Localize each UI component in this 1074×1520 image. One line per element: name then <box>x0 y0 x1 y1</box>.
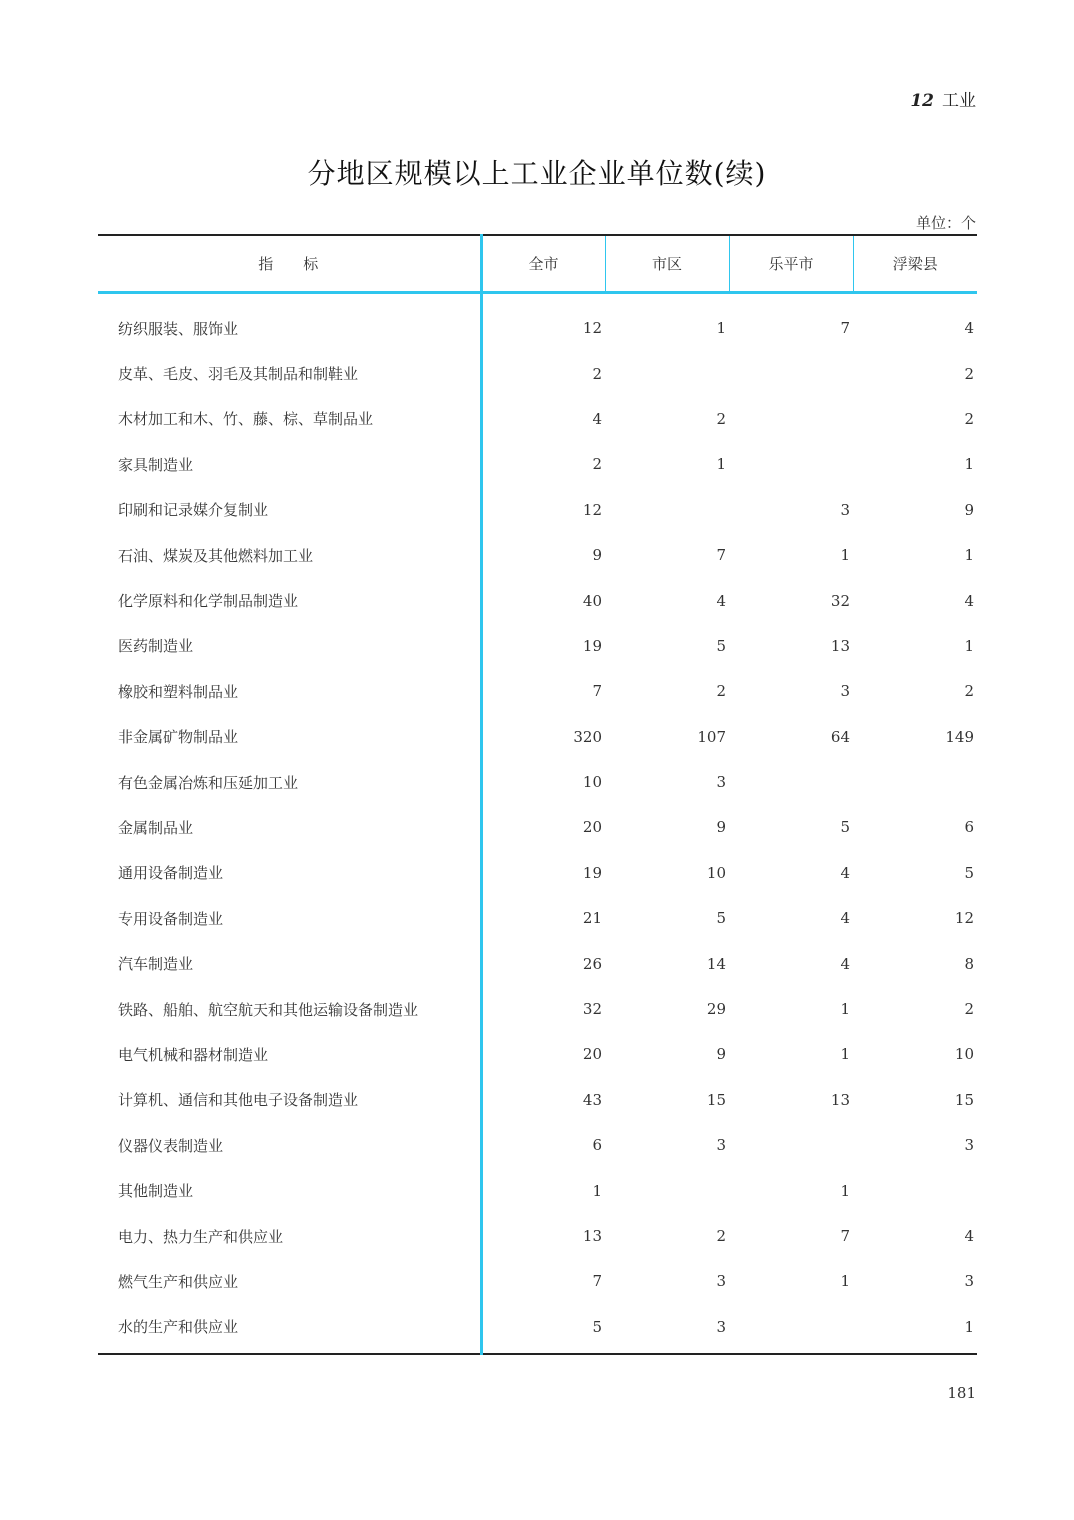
chapter-header <box>910 86 976 111</box>
table-row <box>98 669 977 714</box>
indicator-cell: 橡胶和塑料制品业 <box>98 669 481 714</box>
value-cell-city-total: 12 <box>582 500 602 519</box>
value-cell-fuliang: 1 <box>964 455 974 474</box>
value-cell-fuliang: 6 <box>964 818 974 837</box>
value-cell-fuliang: 3 <box>964 1272 974 1291</box>
value-cell-fuliang: 1 <box>964 636 974 655</box>
value-cell-leping: 4 <box>840 863 850 882</box>
value-cell-city-total: 13 <box>582 1227 602 1245</box>
value-cell-urban-district: 29 <box>706 1000 726 1019</box>
page-title: 分地区规模以上工业企业单位数(续) <box>307 157 767 190</box>
value-cell-fuliang: 4 <box>964 319 974 338</box>
value-cell-urban-district: 1 <box>716 455 726 474</box>
value-cell-leping: 64 <box>830 727 850 746</box>
indicator-cell: 家具制造业 <box>98 442 481 487</box>
column-header-leping: 乐平市 <box>729 235 853 292</box>
value-cell-fuliang: 149 <box>945 727 974 746</box>
indicator-cell: 通用设备制造业 <box>98 850 481 895</box>
value-cell-fuliang: 2 <box>964 682 974 701</box>
value-cell-city-total: 4 <box>592 409 602 428</box>
value-cell-leping: 7 <box>840 319 850 338</box>
value-cell-leping <box>729 351 853 396</box>
indicator-cell: 燃气生产和供应业 <box>98 1259 481 1304</box>
value-cell-fuliang: 4 <box>964 1227 974 1245</box>
value-cell-urban-district: 9 <box>716 1045 726 1064</box>
value-cell-city-total: 320 <box>573 727 602 746</box>
table-row <box>98 1259 977 1304</box>
indicator-cell: 仪器仪表制造业 <box>98 1123 481 1168</box>
column-header-urban-district: 市区 <box>605 235 729 292</box>
table-row <box>98 714 977 759</box>
table-row <box>98 292 977 351</box>
data-table-container <box>98 234 977 1355</box>
table-row <box>98 532 977 577</box>
value-cell-fuliang: 10 <box>954 1045 974 1064</box>
table-row <box>98 578 977 623</box>
indicator-cell: 专用设备制造业 <box>98 896 481 941</box>
value-cell-leping <box>729 1123 853 1168</box>
unit-label: 单位：个 <box>915 214 976 232</box>
value-cell-city-total: 2 <box>592 455 602 474</box>
value-cell-fuliang: 12 <box>954 909 974 928</box>
page-number: 181 <box>947 1384 976 1402</box>
indicator-cell: 化学原料和化学制品制造业 <box>98 578 481 623</box>
value-cell-leping: 13 <box>830 636 850 655</box>
table-row <box>98 896 977 941</box>
indicator-cell: 水的生产和供应业 <box>98 1304 481 1354</box>
value-cell-fuliang: 1 <box>964 546 974 565</box>
value-cell-city-total: 40 <box>582 591 602 610</box>
value-cell-city-total: 26 <box>582 954 602 973</box>
value-cell-leping: 3 <box>840 682 850 701</box>
value-cell-leping: 32 <box>830 591 850 610</box>
value-cell-fuliang: 8 <box>964 954 974 973</box>
value-cell-city-total: 20 <box>582 818 602 837</box>
value-cell-urban-district: 7 <box>716 546 726 565</box>
value-cell-city-total: 12 <box>582 319 602 338</box>
value-cell-urban-district: 1 <box>716 319 726 338</box>
table-row <box>98 759 977 804</box>
value-cell-fuliang: 3 <box>964 1136 974 1155</box>
value-cell-fuliang: 2 <box>964 1000 974 1019</box>
value-cell-urban-district: 3 <box>716 1136 726 1155</box>
value-cell-urban-district <box>605 351 729 396</box>
value-cell-urban-district: 107 <box>697 727 726 746</box>
value-cell-city-total: 19 <box>582 863 602 882</box>
chapter-title: 工业 <box>942 91 976 111</box>
table-row <box>98 1077 977 1122</box>
indicator-cell: 计算机、通信和其他电子设备制造业 <box>98 1077 481 1122</box>
value-cell-fuliang <box>853 759 977 804</box>
value-cell-urban-district: 5 <box>716 636 726 655</box>
column-header-city-total: 全市 <box>481 235 605 292</box>
indicator-cell: 印刷和记录媒介复制业 <box>98 487 481 532</box>
table-row <box>98 1168 977 1213</box>
value-cell-leping <box>729 759 853 804</box>
table-body <box>98 292 977 1354</box>
value-cell-urban-district: 3 <box>716 1272 726 1291</box>
value-cell-fuliang: 4 <box>964 591 974 610</box>
value-cell-fuliang: 15 <box>954 1090 974 1109</box>
value-cell-city-total: 43 <box>582 1090 602 1109</box>
value-cell-fuliang: 2 <box>964 364 974 383</box>
value-cell-fuliang: 9 <box>964 500 974 519</box>
value-cell-leping: 1 <box>840 1181 850 1200</box>
value-cell-city-total: 7 <box>592 1272 602 1291</box>
indicator-cell: 金属制品业 <box>98 805 481 850</box>
value-cell-leping <box>729 396 853 441</box>
value-cell-city-total: 10 <box>582 773 602 792</box>
indicator-cell: 医药制造业 <box>98 623 481 668</box>
value-cell-urban-district: 2 <box>716 682 726 701</box>
value-cell-fuliang: 2 <box>964 409 974 428</box>
indicator-cell: 石油、煤炭及其他燃料加工业 <box>98 532 481 577</box>
value-cell-urban-district: 5 <box>716 909 726 928</box>
indicator-cell: 有色金属冶炼和压延加工业 <box>98 759 481 804</box>
column-header-indicator: 指标 <box>98 235 481 292</box>
value-cell-urban-district: 9 <box>716 818 726 837</box>
value-cell-fuliang: 1 <box>853 1304 977 1354</box>
indicator-cell: 汽车制造业 <box>98 941 481 986</box>
indicator-cell: 木材加工和木、竹、藤、棕、草制品业 <box>98 396 481 441</box>
indicator-cell: 纺织服装、服饰业 <box>98 292 481 351</box>
value-cell-urban-district: 10 <box>706 863 726 882</box>
data-table <box>98 234 977 1355</box>
value-cell-urban-district: 3 <box>716 773 726 792</box>
value-cell-leping: 1 <box>840 546 850 565</box>
table-row <box>98 396 977 441</box>
value-cell-leping <box>729 1304 853 1354</box>
value-cell-urban-district: 3 <box>605 1304 729 1354</box>
value-cell-urban-district <box>605 487 729 532</box>
value-cell-city-total: 21 <box>582 909 602 928</box>
value-cell-city-total: 7 <box>592 682 602 701</box>
table-row <box>98 941 977 986</box>
indicator-cell: 铁路、船舶、航空航天和其他运输设备制造业 <box>98 986 481 1031</box>
value-cell-leping: 13 <box>830 1090 850 1109</box>
table-row <box>98 487 977 532</box>
value-cell-city-total: 2 <box>592 364 602 383</box>
value-cell-city-total: 1 <box>592 1181 602 1200</box>
value-cell-city-total: 9 <box>592 546 602 565</box>
value-cell-urban-district: 4 <box>716 591 726 610</box>
table-row <box>98 805 977 850</box>
table-row <box>98 986 977 1031</box>
value-cell-leping: 1 <box>840 1000 850 1019</box>
value-cell-urban-district: 2 <box>716 409 726 428</box>
value-cell-urban-district: 14 <box>706 954 726 973</box>
indicator-cell: 皮革、毛皮、羽毛及其制品和制鞋业 <box>98 351 481 396</box>
value-cell-leping: 1 <box>840 1272 850 1291</box>
table-row <box>98 1213 977 1258</box>
value-cell-leping: 3 <box>840 500 850 519</box>
indicator-cell: 非金属矿物制品业 <box>98 714 481 759</box>
value-cell-leping: 4 <box>840 909 850 928</box>
indicator-cell: 其他制造业 <box>98 1168 481 1213</box>
value-cell-city-total: 6 <box>592 1136 602 1155</box>
value-cell-leping <box>729 442 853 487</box>
value-cell-leping: 4 <box>840 954 850 973</box>
table-row <box>98 850 977 895</box>
chapter-number: 12 <box>910 91 934 111</box>
table-row <box>98 623 977 668</box>
table-row <box>98 1123 977 1168</box>
value-cell-leping: 5 <box>840 818 850 837</box>
table-header-row <box>98 235 977 292</box>
value-cell-urban-district: 2 <box>716 1227 726 1245</box>
value-cell-city-total: 19 <box>582 636 602 655</box>
value-cell-fuliang: 5 <box>964 863 974 882</box>
value-cell-city-total: 5 <box>481 1304 605 1354</box>
table-row <box>98 1304 977 1354</box>
table-row <box>98 442 977 487</box>
value-cell-leping: 1 <box>840 1045 850 1064</box>
indicator-cell: 电气机械和器材制造业 <box>98 1032 481 1077</box>
value-cell-urban-district <box>605 1168 729 1213</box>
value-cell-urban-district: 15 <box>706 1090 726 1109</box>
value-cell-leping: 7 <box>840 1227 850 1245</box>
table-row <box>98 351 977 396</box>
column-header-fuliang: 浮梁县 <box>853 235 977 292</box>
value-cell-fuliang <box>853 1168 977 1213</box>
table-row <box>98 1032 977 1077</box>
indicator-cell: 电力、热力生产和供应业 <box>98 1213 481 1258</box>
value-cell-city-total: 20 <box>582 1045 602 1064</box>
value-cell-city-total: 32 <box>582 1000 602 1019</box>
